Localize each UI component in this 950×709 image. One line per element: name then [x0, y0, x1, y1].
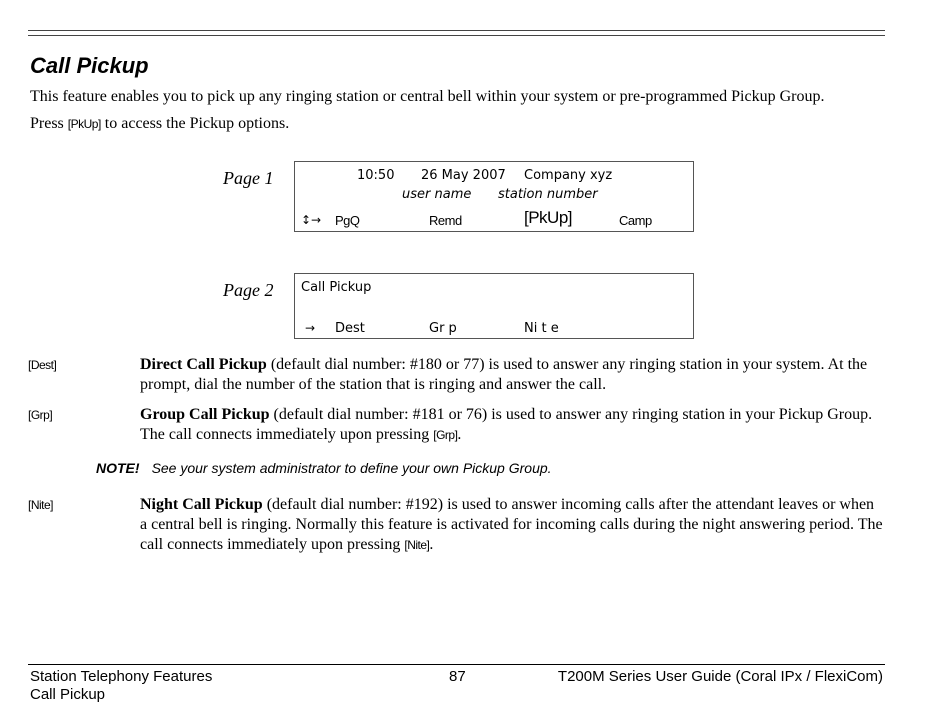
softkey-nite[interactable]: Ni t e: [524, 321, 559, 336]
page-1-label: Page 1: [223, 168, 274, 188]
softkey-grp[interactable]: Gr p: [429, 321, 457, 336]
softkey-pgq[interactable]: PgQ: [335, 213, 360, 228]
header-rule: [28, 30, 885, 31]
display-station-number: station number: [498, 187, 598, 202]
description-night-call-pickup: [140, 495, 885, 555]
group-call-pickup-text: (default dial number: #181 or 76) is used to answer any ringing station in your Pickup Group. The call connects immediately upon pressing: [140, 406, 873, 443]
display-date: 26 May 2007: [421, 168, 506, 183]
display-screen-page-2: [294, 273, 694, 339]
display-screen-page-1: [294, 161, 694, 232]
footer-guide-title: T200M Series User Guide (Coral IPx / FlexiCom): [557, 668, 883, 685]
header-rule-secondary: [28, 35, 885, 36]
night-call-pickup-text: (default dial number: #192) is used to answer incoming calls after the attendant leaves or when a central bell is ringing. Normally this feature is activated for incoming calls during the night answering period. The call connects immediately upon pressing: [140, 496, 883, 553]
nite-key-label: [Nite]: [404, 538, 430, 552]
scroll-arrow-icon: ↕→: [301, 213, 322, 227]
display-company: Company xyz: [524, 168, 613, 183]
footer-subsection: Call Pickup: [30, 686, 106, 703]
softkey-camp[interactable]: Camp: [619, 213, 652, 228]
term-nite: [Nite]: [28, 498, 54, 512]
note: [96, 460, 552, 476]
intro-line-1: This feature enables you to pick up any ringing station or central bell within your system or pre-programmed Pickup Group.: [30, 88, 825, 105]
display-time: 10:50: [357, 168, 395, 183]
footer-section: Station Telephony Features: [30, 668, 213, 685]
note-label: NOTE!: [96, 460, 140, 476]
night-call-pickup-heading: Night Call Pickup: [140, 496, 263, 513]
direct-call-pickup-text: (default dial number: #180 or 77) is used to answer any ringing station in your system. At the prompt, dial the number of the station that is ringing and answer the call.: [140, 356, 868, 393]
note-text: See your system administrator to define your own Pickup Group.: [151, 460, 552, 476]
display-user-name: user name: [402, 187, 472, 202]
pkup-key-label: [PkUp]: [67, 117, 101, 131]
intro-rest: to access the Pickup options.: [104, 115, 290, 132]
direct-call-pickup-heading: Direct Call Pickup: [140, 356, 267, 373]
group-call-pickup-heading: Group Call Pickup: [140, 406, 270, 423]
softkey-dest[interactable]: Dest: [335, 321, 365, 336]
footer-rule: [28, 664, 885, 665]
description-group-call-pickup: [140, 405, 885, 445]
display-call-pickup-header: Call Pickup: [301, 280, 372, 295]
intro-press-line: [30, 115, 289, 133]
page-title: Call Pickup: [30, 53, 149, 78]
page-2-label: Page 2: [223, 280, 274, 300]
term-dest: [Dest]: [28, 358, 57, 372]
term-grp: [Grp]: [28, 408, 53, 422]
description-direct-call-pickup: [140, 355, 885, 395]
intro-paragraph: [30, 88, 824, 106]
arrow-right-icon: →: [305, 321, 316, 335]
softkey-pkup[interactable]: [PkUp]: [524, 208, 573, 227]
softkey-remd[interactable]: Remd: [429, 213, 462, 228]
group-call-pickup-end: .: [457, 426, 462, 443]
night-call-pickup-end: .: [429, 536, 434, 553]
footer-page-number: 87: [449, 668, 466, 685]
intro-press: Press: [30, 115, 64, 132]
grp-key-label: [Grp]: [433, 428, 458, 442]
